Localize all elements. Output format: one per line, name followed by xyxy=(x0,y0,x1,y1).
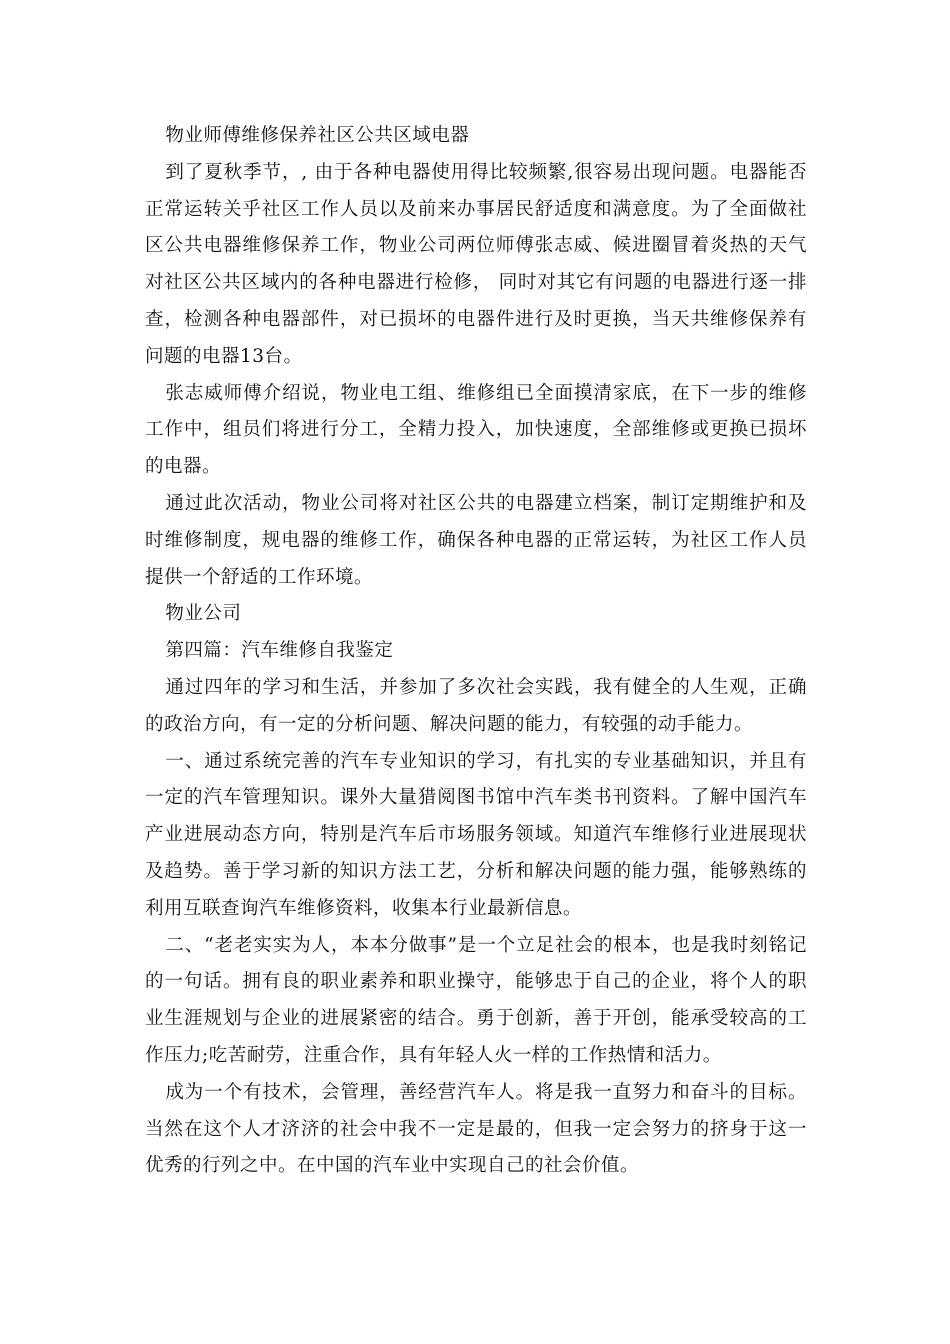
paragraph: 通过四年的学习和生活，并参加了多次社会实践，我有健全的人生观，正确的政治方向，有一定的分析问题、解决问题的能力，有较强的动手能力。 xyxy=(145,676,807,735)
paragraph: 成为一个有技术，会管理，善经营汽车人。将是我一直努力和奋斗的目标。当然在这个人才济济的社会中我不一定是最的，但我一定会努力的挤身于这一优秀的行列之中。在中国的汽车业中实现自己的社会价值。 xyxy=(145,1081,807,1177)
paragraph: 到了夏秋季节，, 由于各种电器使用得比较频繁,很容易出现问题。电器能否正常运转关乎社区工作人员以及前来办事居民舒适度和满意度。为了全面做社区公共电器维修保养工作，物业公司两位师傅张志威、候进圈冒着炎热的天气对社区公共区域内的各种电器进行检修， 同时对其它有问题的电器进行逐一排查，检测各种电器部件，对已损坏的电器件进行及时更换，当天共维修保养有问题的电器13台。 xyxy=(145,161,807,367)
article-title: 物业师傅维修保养社区公共区域电器 xyxy=(165,125,470,146)
paragraph: 二、“老老实实为人，本本分做事”是一个立足社会的根本，也是我时刻铭记的一句话。拥有良的职业素养和职业操守，能够忠于自己的企业，将个人的职业生涯规划与企业的进展紧密的结合。勇于创新，善于开创，能承受较高的工作压力;吃苦耐劳，注重合作，具有年轻人火一样的工作热情和活力。 xyxy=(145,934,807,1066)
document-page xyxy=(145,118,807,1185)
paragraph: 张志威师傅介绍说，物业电工组、维修组已全面摸清家底，在下一步的维修工作中，组员们将进行分工，全精力投入，加快速度，全部维修或更换已损坏的电器。 xyxy=(145,382,807,478)
paragraph: 通过此次活动，物业公司将对社区公共的电器建立档案，制订定期维护和及时维修制度，规电器的维修工作，确保各种电器的正常运转，为社区工作人员提供一个舒适的工作环境。 xyxy=(145,492,807,588)
signature-line: 物业公司 xyxy=(165,603,242,625)
section-heading: 第四篇：汽车维修自我鉴定 xyxy=(165,640,394,662)
paragraph: 一、通过系统完善的汽车专业知识的学习，有扎实的专业基础知识，并且有一定的汽车管理知识。课外大量猎阅图书馆中汽车类书刊资料。了解中国汽车产业进展动态方向，特别是汽车后市场服务领域。知道汽车维修行业进展现状及趋势。善于学习新的知识方法工艺，分析和解决问题的能力强，能够熟练的利用互联查询汽车维修资料，收集本行业最新信息。 xyxy=(145,750,807,919)
